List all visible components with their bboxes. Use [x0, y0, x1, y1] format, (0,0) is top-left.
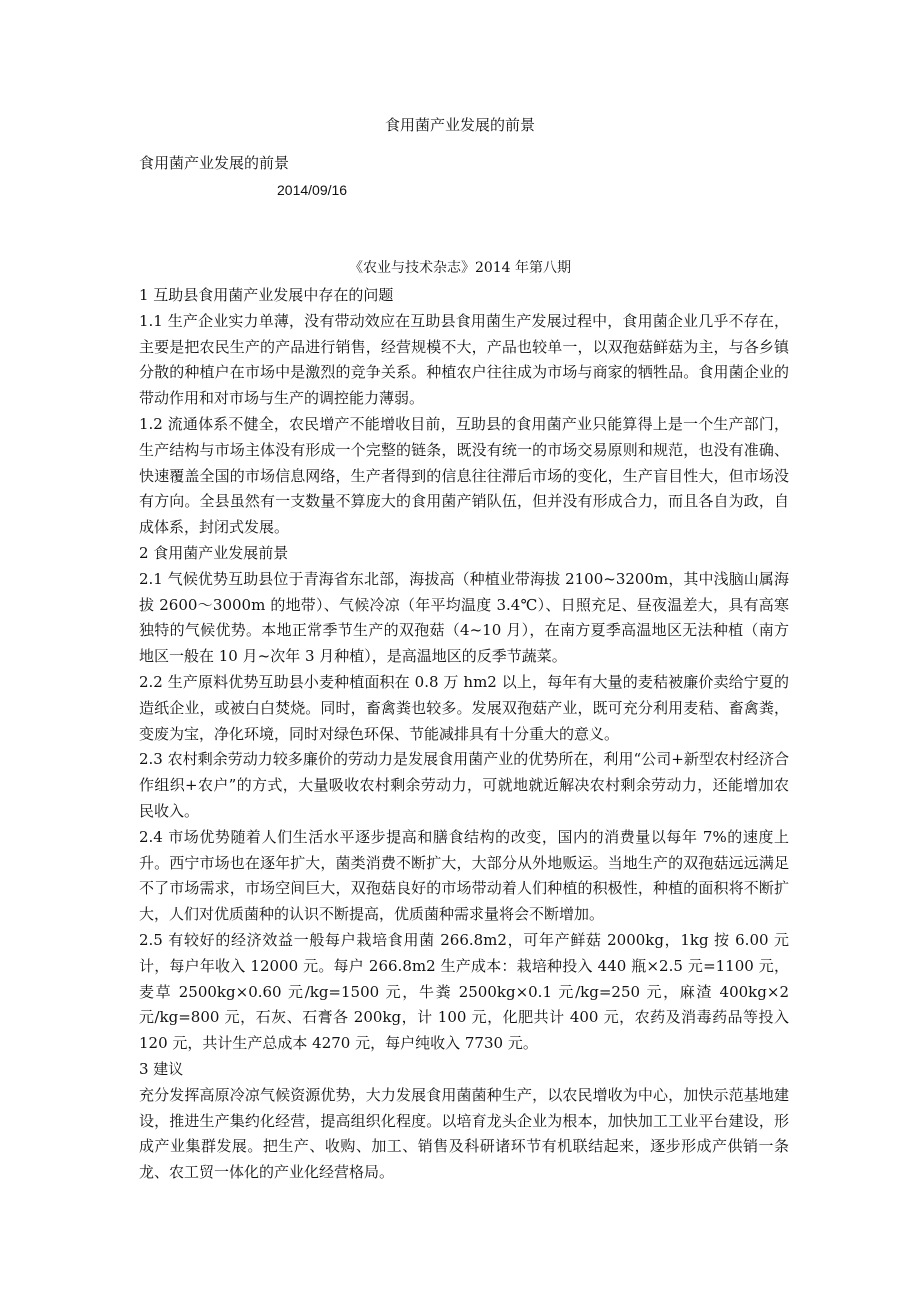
- document-title: 食用菌产业发展的前景: [384, 116, 535, 134]
- paragraph: 2.3 农村剩余劳动力较多廉价的劳动力是发展食用菌产业的优势所在，利用“公司+新型农村经济合作组织+农户”的方式，大量吸收农村剩余劳动力，可就地就近解决农村剩余劳动力，还能增加农民收入。: [139, 750, 789, 820]
- paragraph: 充分发挥高原冷凉气候资源优势，大力发展食用菌菌种生产，以农民增收为中心，加快示范基地建设，推进生产集约化经营，提高组织化程度。以培育龙头企业为根本，加快加工工业平台建设，形成产业集群发展。把生产、收购、加工、销售及科研诸环节有机联结起来，逐步形成产供销一条龙、农工贸一体化的产业化经营格局。: [139, 1085, 789, 1182]
- paragraph: 2.1 气候优势互助县位于青海省东北部，海拔高（种植业带海拔 2100~3200m，其中浅脑山属海拔 2600～3000m 的地带）、气候冷凉（年平均温度 3.4℃）、日照充足、昼夜温差大，具有高寒独特的气候优势。本地正常季节生产的双孢菇（4~10 月），在南方夏季高温地区无法种植（南方地区一般在 10 月~次年 3 月种植），是高温地区的反季节蔬菜。: [139, 569, 789, 666]
- section-heading: 2 食用菌产业发展前景: [139, 543, 289, 562]
- paragraph: 2.2 生产原料优势互助县小麦种植面积在 0.8 万 hm2 以上，每年有大量的麦秸被廉价卖给宁夏的造纸企业，或被白白焚烧。同时，畜禽粪也较多。发展双孢菇产业，既可充分利用麦秸、畜禽粪，变废为宝，净化环境，同时对绿色环保、节能减排具有十分重大的意义。: [139, 672, 789, 743]
- document-date: 2014/09/16: [277, 182, 348, 198]
- paragraph: 1.1 生产企业实力单薄，没有带动效应在互助县食用菌生产发展过程中，食用菌企业几乎不存在，主要是把农民生产的产品进行销售，经营规模不大，产品也较单一，以双孢菇鲜菇为主，与各乡镇分散的种植户在市场中是激烈的竞争关系。种植农户往往成为市场与商家的牺牲品。食用菌企业的带动作用和对市场与生产的调控能力薄弱。: [139, 311, 789, 408]
- section-heading: 3 建议: [139, 1059, 184, 1078]
- document-subtitle: 食用菌产业发展的前景: [139, 154, 290, 172]
- section-heading: 1 互助县食用菌产业发展中存在的问题: [139, 286, 394, 304]
- paragraph: 2.5 有较好的经济效益一般每户栽培食用菌 266.8m2，可年产鲜菇 2000kg，1kg 按 6.00 元计，每户年收入 12000 元。每户 266.8m2 生产成本：栽培种投入 440 瓶×2.5 元=1100 元，麦草 2500kg×0.60 元/kg=1500 元，牛粪 2500kg×0.1 元/kg=250 元，麻渣 400kg×2 元/kg=800 元，石灰、石膏各 200kg，计 100 元，化肥共计 400 元，农药及消毒药品等投入 120 元，共计生产总成本 4270 元，每户纯收入 7730 元。: [139, 930, 789, 1053]
- paragraph: 2.4 市场优势随着人们生活水平逐步提高和膳食结构的改变，国内的消费量以每年 7%的速度上升。西宁市场也在逐年扩大，菌类消费不断扩大，大部分从外地贩运。当地生产的双孢菇远远满足不了市场需求，市场空间巨大，双孢菇良好的市场带动着人们种植的积极性，种植的面积将不断扩大，人们对优质菌种的认识不断提高，优质菌种需求量将会不断增加。: [139, 827, 789, 924]
- document-body: [139, 283, 789, 1186]
- paragraph: 1.2 流通体系不健全，农民增产不能增收目前，互助县的食用菌产业只能算得上是一个生产部门，生产结构与市场主体没有形成一个完整的链条，既没有统一的市场交易原则和规范，也没有准确、快速覆盖全国的市场信息网络，生产者得到的信息往往滞后市场的变化，生产盲目性大，但市场没有方向。全县虽然有一支数量不算庞大的食用菌产销队伍，但并没有形成合力，而且各自为政，自成体系，封闭式发展。: [139, 414, 789, 537]
- document-source: 《农业与技术杂志》2014 年第八期: [348, 260, 572, 276]
